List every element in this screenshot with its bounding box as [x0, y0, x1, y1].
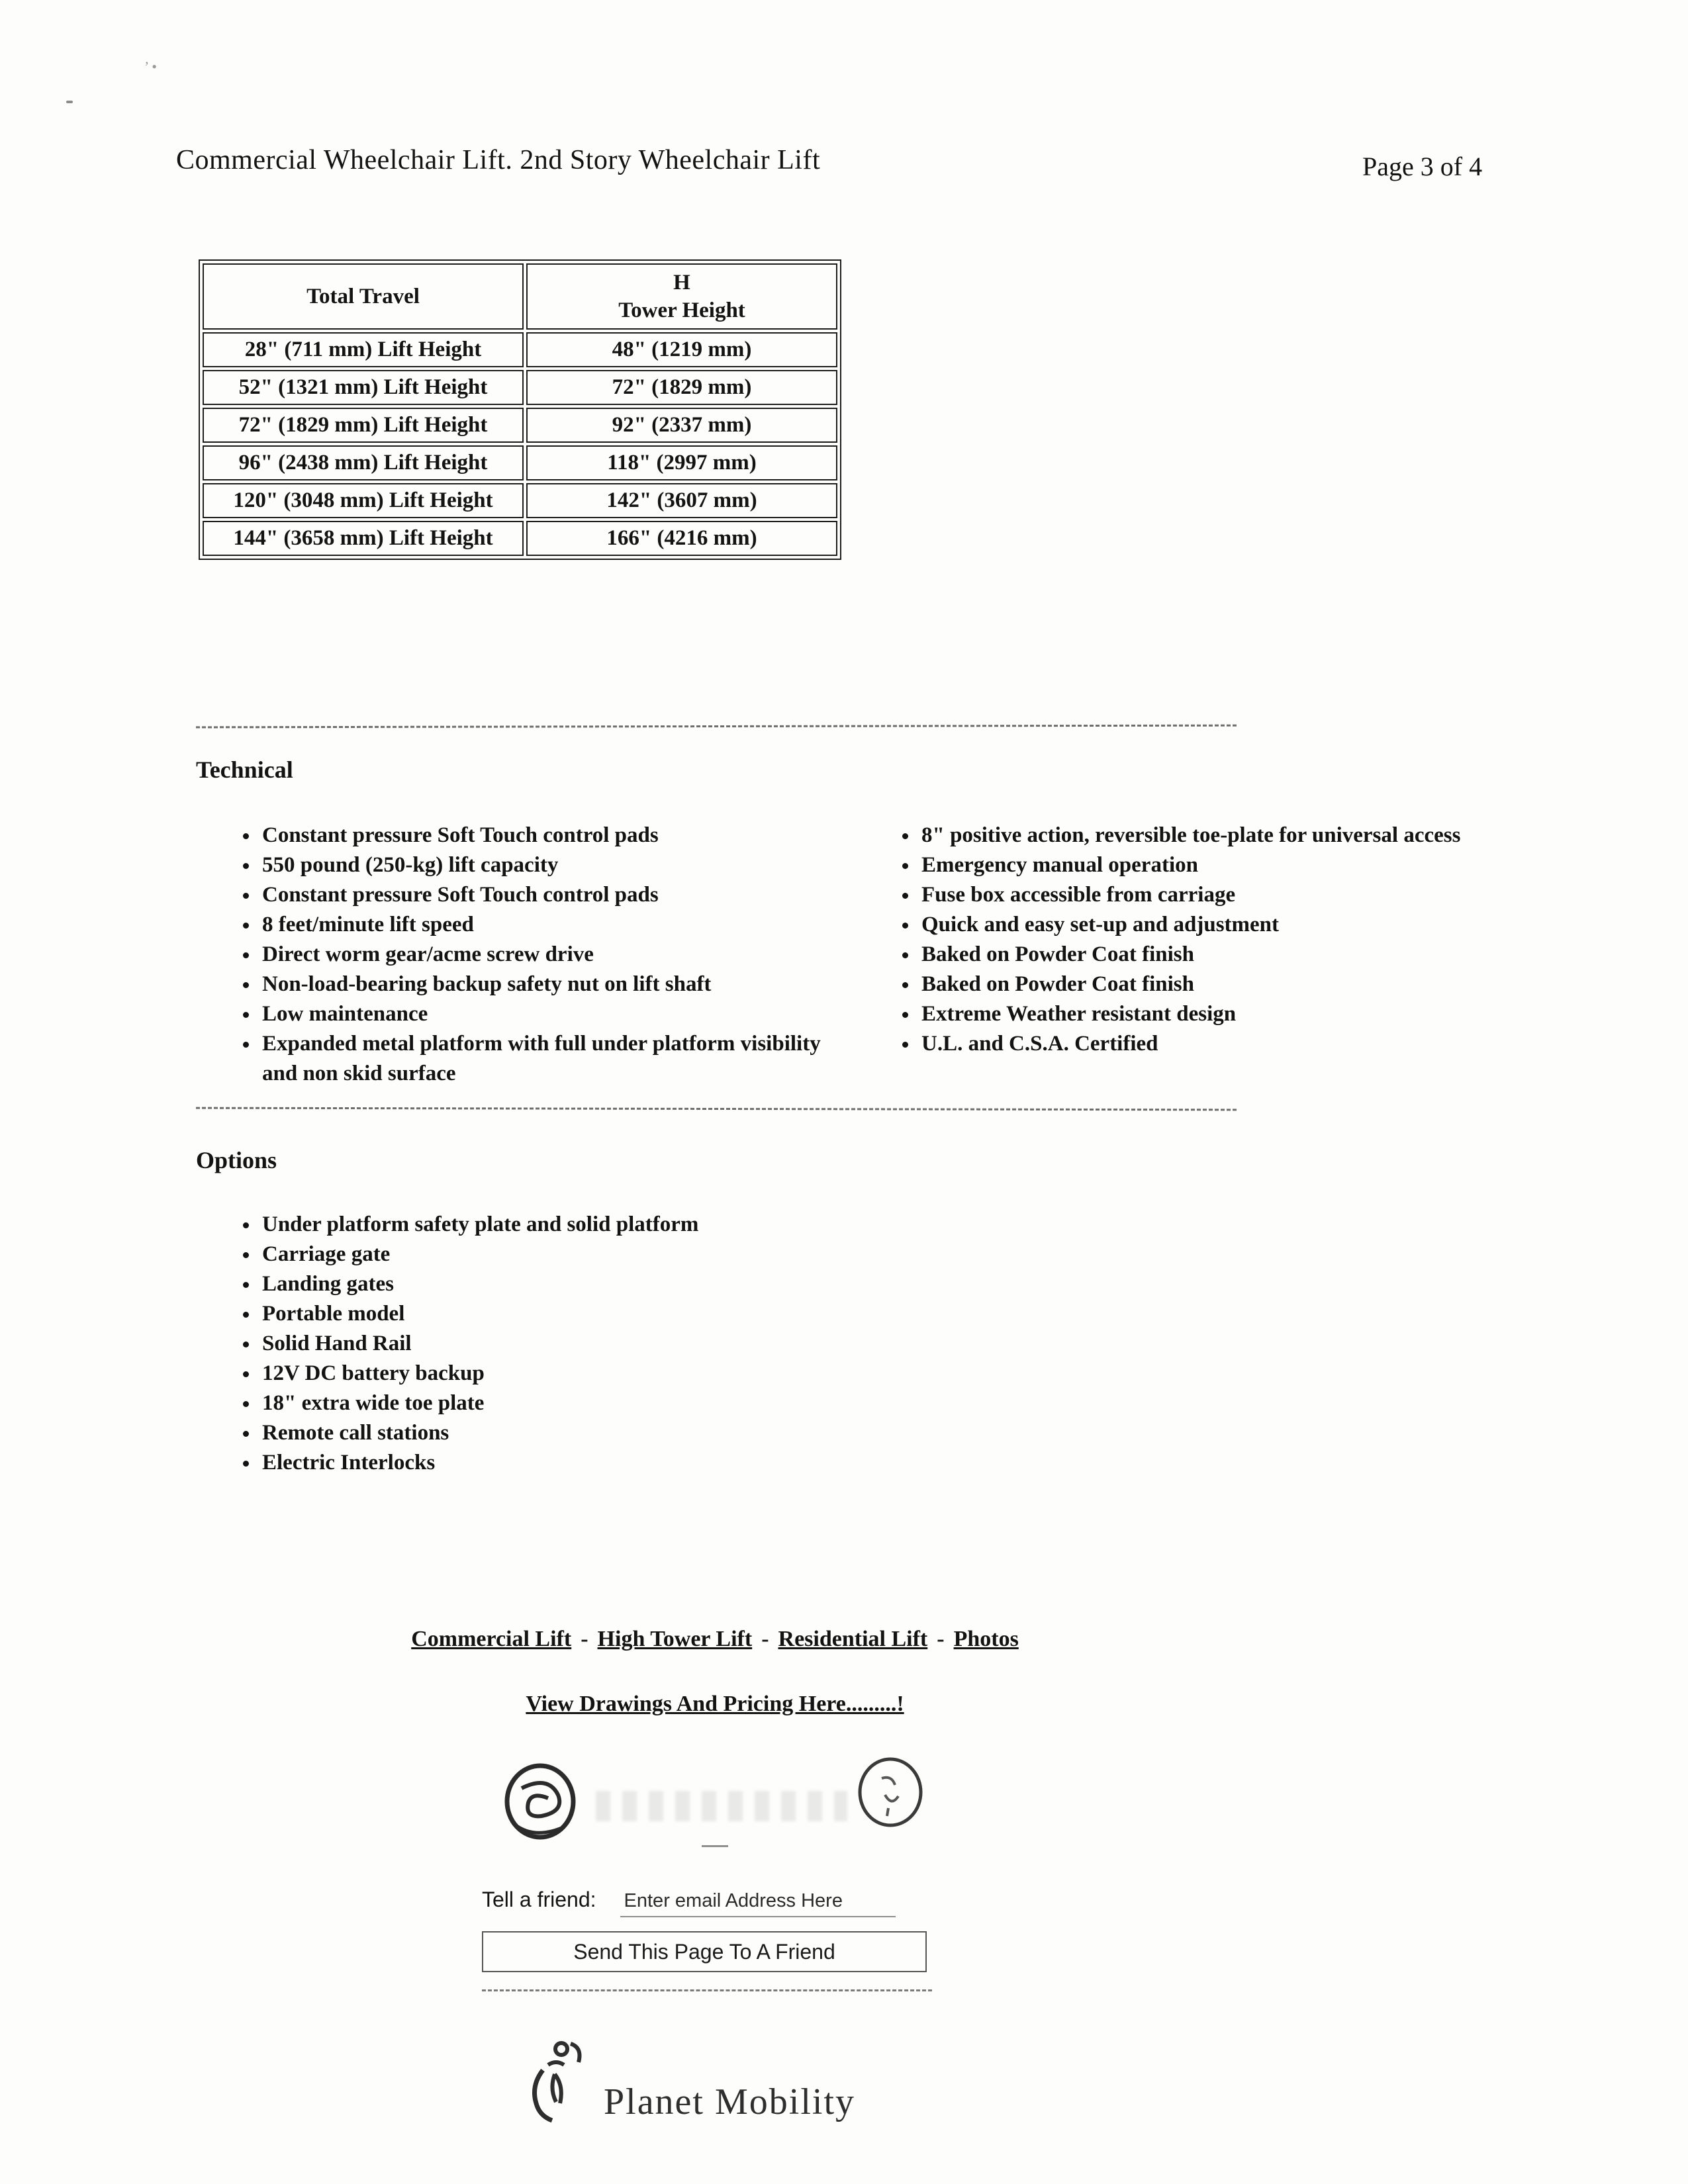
- table-row: [203, 332, 837, 367]
- cell-tower-height: 166" (4216 mm): [526, 521, 837, 556]
- tell-a-friend-row: [482, 1888, 932, 1917]
- link-view-drawings-pricing[interactable]: View Drawings And Pricing Here.........!: [526, 1692, 904, 1716]
- cell-tower-height: 118" (2997 mm): [526, 445, 837, 480]
- cell-total-travel: 52" (1321 mm) Lift Height: [203, 370, 524, 405]
- list-item: • Remote call stations: [259, 1418, 988, 1448]
- list-item: • Extreme Weather resistant design: [919, 999, 1515, 1029]
- table-row: [203, 408, 837, 443]
- planet-mobility-logo: [518, 2036, 855, 2128]
- list-item: • Constant pressure Soft Touch control pads: [259, 880, 831, 910]
- lift-height-table: [199, 259, 841, 560]
- list-item: • Carriage gate: [259, 1240, 988, 1269]
- column-header-total-travel: Total Travel: [203, 263, 524, 330]
- link-commercial-lift[interactable]: Commercial Lift: [411, 1627, 572, 1651]
- list-item: • Expanded metal platform with full under platform visibility and non skid surface: [259, 1029, 831, 1089]
- email-input[interactable]: [620, 1890, 896, 1917]
- list-item: • Portable model: [259, 1299, 988, 1329]
- list-item: • Landing gates: [259, 1269, 988, 1299]
- list-item: • Under platform safety plate and solid platform: [259, 1210, 988, 1240]
- scan-artifact: ’ •: [144, 58, 157, 75]
- cell-tower-height: 72" (1829 mm): [526, 370, 837, 405]
- tower-header-line2: Tower Height: [618, 298, 745, 322]
- cell-tower-height: 142" (3607 mm): [526, 483, 837, 518]
- list-item: • Baked on Powder Coat finish: [919, 940, 1515, 970]
- technical-heading: Technical: [196, 756, 293, 783]
- scan-artifact: [66, 101, 73, 103]
- drawings-link-row: [0, 1692, 1430, 1717]
- planet-mobility-figure-icon: [518, 2036, 597, 2128]
- list-item: • Baked on Powder Coat finish: [919, 970, 1515, 999]
- list-item: • 8 feet/minute lift speed: [259, 910, 831, 940]
- list-item: • U.L. and C.S.A. Certified: [919, 1029, 1515, 1059]
- list-item: • Fuse box accessible from carriage: [919, 880, 1515, 910]
- section-divider: [196, 725, 1237, 729]
- list-item: • Solid Hand Rail: [259, 1329, 988, 1359]
- cell-tower-height: 48" (1219 mm): [526, 332, 837, 367]
- table-row: [203, 521, 837, 556]
- list-item: • Low maintenance: [259, 999, 831, 1029]
- list-item: • 12V DC battery backup: [259, 1359, 988, 1388]
- stamp-swirl-icon: [502, 1758, 581, 1850]
- tell-a-friend-label: Tell a friend:: [482, 1888, 596, 1911]
- table-row: [203, 370, 837, 405]
- link-separator: -: [581, 1627, 588, 1651]
- table-row: [203, 445, 837, 480]
- page-indicator: Page 3 of 4: [1362, 152, 1483, 181]
- list-item: • Emergency manual operation: [919, 850, 1515, 880]
- link-separator: -: [761, 1627, 769, 1651]
- technical-list-right: [919, 821, 1515, 1059]
- logo-text: Planet Mobility: [604, 2081, 855, 2122]
- cell-tower-height: 92" (2337 mm): [526, 408, 837, 443]
- page-title: Commercial Wheelchair Lift. 2nd Story Wheelchair Lift: [176, 145, 821, 175]
- list-item: • Direct worm gear/acme screw drive: [259, 940, 831, 970]
- cell-total-travel: 144" (3658 mm) Lift Height: [203, 521, 524, 556]
- faded-scan-text: [596, 1791, 847, 1821]
- cell-total-travel: 28" (711 mm) Lift Height: [203, 332, 524, 367]
- list-item: • 550 pound (250-kg) lift capacity: [259, 850, 831, 880]
- scan-artifact: [702, 1845, 728, 1847]
- nav-links-row: [0, 1627, 1430, 1652]
- send-page-button[interactable]: Send This Page To A Friend: [482, 1931, 927, 1972]
- tower-header-line1: H: [673, 271, 690, 295]
- list-item: • Non-load-bearing backup safety nut on lift shaft: [259, 970, 831, 999]
- options-heading: Options: [196, 1147, 277, 1173]
- table-row: [203, 483, 837, 518]
- link-high-tower-lift[interactable]: High Tower Lift: [597, 1627, 753, 1651]
- list-item: • Quick and easy set-up and adjustment: [919, 910, 1515, 940]
- section-divider: [196, 1107, 1237, 1111]
- list-item: • 18" extra wide toe plate: [259, 1388, 988, 1418]
- list-item: • Electric Interlocks: [259, 1448, 988, 1478]
- options-list: [259, 1210, 988, 1478]
- table-header-row: [203, 263, 837, 330]
- link-photos[interactable]: Photos: [953, 1627, 1019, 1651]
- scanned-stamp-right: [855, 1755, 925, 1833]
- link-separator: -: [937, 1627, 945, 1651]
- column-header-tower-height: [526, 263, 837, 330]
- cell-total-travel: 72" (1829 mm) Lift Height: [203, 408, 524, 443]
- list-item: • 8" positive action, reversible toe-plate for universal access: [919, 821, 1515, 850]
- stamp-circle-icon: [855, 1755, 925, 1829]
- cell-total-travel: 96" (2438 mm) Lift Height: [203, 445, 524, 480]
- list-item: • Constant pressure Soft Touch control pads: [259, 821, 831, 850]
- technical-list-left: [259, 821, 831, 1089]
- form-divider: [482, 1989, 932, 1991]
- link-residential-lift[interactable]: Residential Lift: [778, 1627, 928, 1651]
- scanned-stamp-left: [502, 1758, 581, 1854]
- cell-total-travel: 120" (3048 mm) Lift Height: [203, 483, 524, 518]
